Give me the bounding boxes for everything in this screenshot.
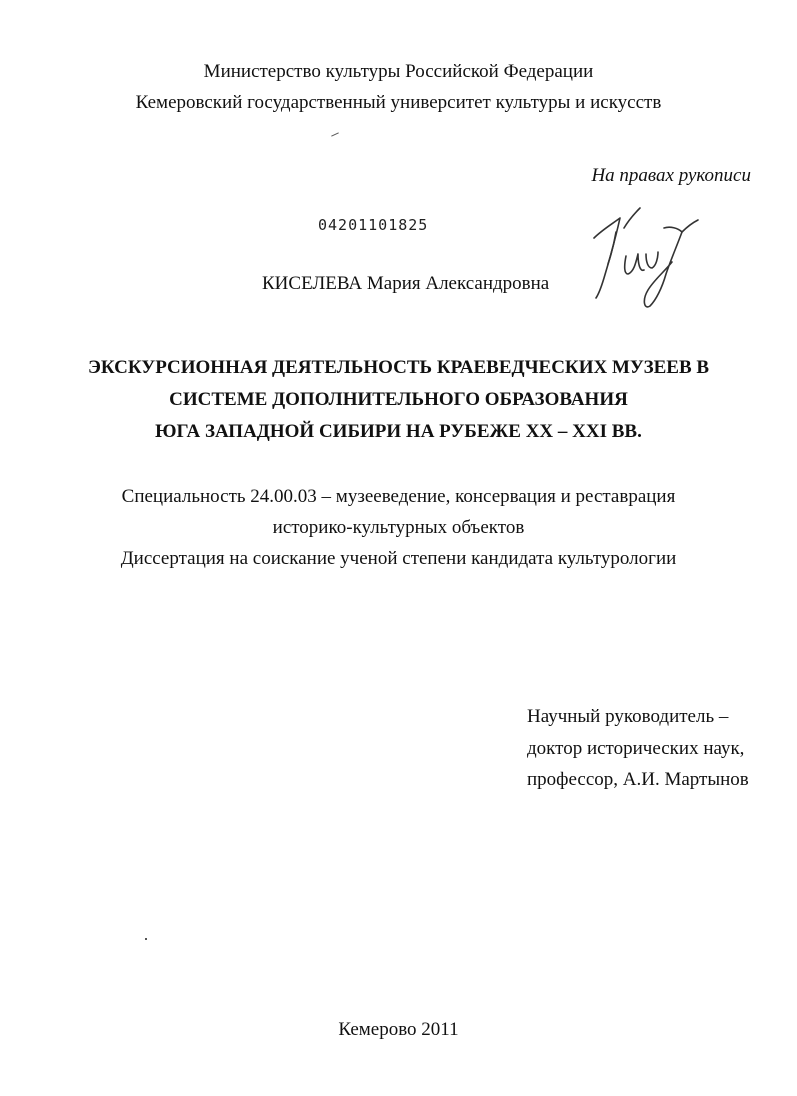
dissertation-title-line-1: ЭКСКУРСИОННАЯ ДЕЯТЕЛЬНОСТЬ КРАЕВЕДЧЕСКИХ МУЗЕЕВ В bbox=[87, 357, 710, 378]
scan-speck bbox=[331, 132, 339, 136]
advisor-degree: доктор исторических наук, bbox=[527, 738, 745, 759]
specialty-line-2: историко-культурных объектов bbox=[272, 517, 525, 538]
ministry-name: Министерство культуры Российской Федерации bbox=[203, 61, 594, 82]
advisor-name: профессор, А.И. Мартынов bbox=[527, 769, 749, 790]
city-year: Кемерово 2011 bbox=[338, 1019, 459, 1040]
author-signature bbox=[580, 200, 710, 320]
dissertation-title-line-3: ЮГА ЗАПАДНОЙ СИБИРИ НА РУБЕЖЕ XX – XXI ВВ. bbox=[155, 421, 642, 442]
dissertation-degree: Диссертация на соискание ученой степени кандидата культурологии bbox=[120, 548, 677, 569]
advisor-label: Научный руководитель – bbox=[527, 706, 729, 727]
university-name: Кемеровский государственный университет культуры и искусств bbox=[135, 92, 662, 113]
dissertation-title-line-2: СИСТЕМЕ ДОПОЛНИТЕЛЬНОГО ОБРАЗОВАНИЯ bbox=[169, 389, 628, 410]
registration-code: 04201101825 bbox=[318, 216, 429, 234]
manuscript-note: На правах рукописи bbox=[591, 165, 751, 186]
specialty-line-1: Специальность 24.00.03 – музееведение, консервация и реставрация bbox=[121, 486, 676, 507]
scan-speck bbox=[145, 938, 147, 940]
author-name: КИСЕЛЕВА Мария Александровна bbox=[262, 273, 550, 294]
